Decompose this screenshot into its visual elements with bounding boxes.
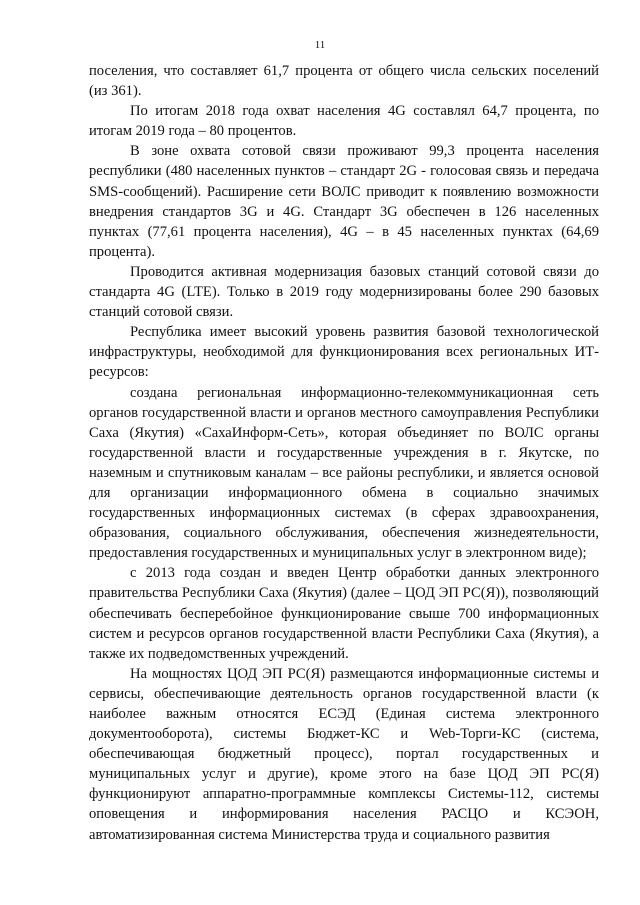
- paragraph-cellular-coverage: В зоне охвата сотовой связи проживают 99,3 процента населения республики (480 населенных пунктов – стандарт 2G - голосовая связь и передача SMS-сообщений). Расширение сети ВОЛС приводит к появлению возможности внедрения стандартов 3G и 4G. Стандарт 3G обеспечен в 126 населенных пунктах (77,61 процента населения), 4G – в 45 населенных пунктах (64,69 процента).: [89, 143, 599, 260]
- paragraph-base-station-modernization: Проводится активная модернизация базовых станций сотовой связи до стандарта 4G (LTE). Только в 2019 году модернизированы более 290 базовых станций сотовой связи.: [89, 263, 599, 321]
- paragraph-infrastructure-intro: Республика имеет высокий уровень развития базовой технологической инфраструктуры, необходимой для функционирования всех региональных ИТ-ресурсов:: [89, 324, 599, 381]
- page-number: 11: [314, 39, 326, 51]
- paragraph-sakhainform-network: создана региональная информационно-телекоммуникационная сеть органов государственной власти и органов местного самоуправления Республики Саха (Якутия) «СахаИнформ-Сеть», которая объединяет по ВОЛС органы государственной власти и государственные учреждения в г. Якутске, по наземным и спутниковым каналам – все районы республики, и является основой для организации информационного обмена в социально значимых государственных информационных системах (в сферах здравоохранения, образования, социального обслуживания, обеспечения жизнедеятельности, предоставления государственных и муниципальных услуг в электронном виде);: [89, 384, 599, 562]
- paragraph-4g-coverage: По итогам 2018 года охват населения 4G составлял 64,7 процента, по итогам 2019 года – 80 процентов.: [89, 103, 599, 140]
- paragraph-data-center-services: На мощностях ЦОД ЭП РС(Я) размещаются информационные системы и сервисы, обеспечивающие деятельность органов государственной власти (к наиболее важным относятся ЕСЭД (Единая система электронного документооборота), системы Бюджет-КС и Web-Торги-КС (система, обеспечивающая бюджетный процесс), портал государственных и муниципальных услуг и другие), кроме этого на базе ЦОД ЭП РС(Я) функционируют аппаратно-программные комплексы Системы-112, системы оповещения и информирования населения РАСЦО и КСЭОН, автоматизированная система Министерства труда и социального развития: [89, 665, 599, 843]
- body-text: [89, 61, 599, 845]
- paragraph-data-center: с 2013 года создан и введен Центр обработки данных электронного правительства Республики Саха (Якутия) (далее – ЦОД ЭП РС(Я)), позволяющий обеспечивать бесперебойное функционирование свыше 700 информационных систем и ресурсов органов государственной власти Республики Саха (Якутия), а также их подведомственных учреждений.: [89, 565, 599, 662]
- paragraph-settlements-continuation: поселения, что составляет 61,7 процента от общего числа сельских поселений (из 361).: [89, 63, 599, 100]
